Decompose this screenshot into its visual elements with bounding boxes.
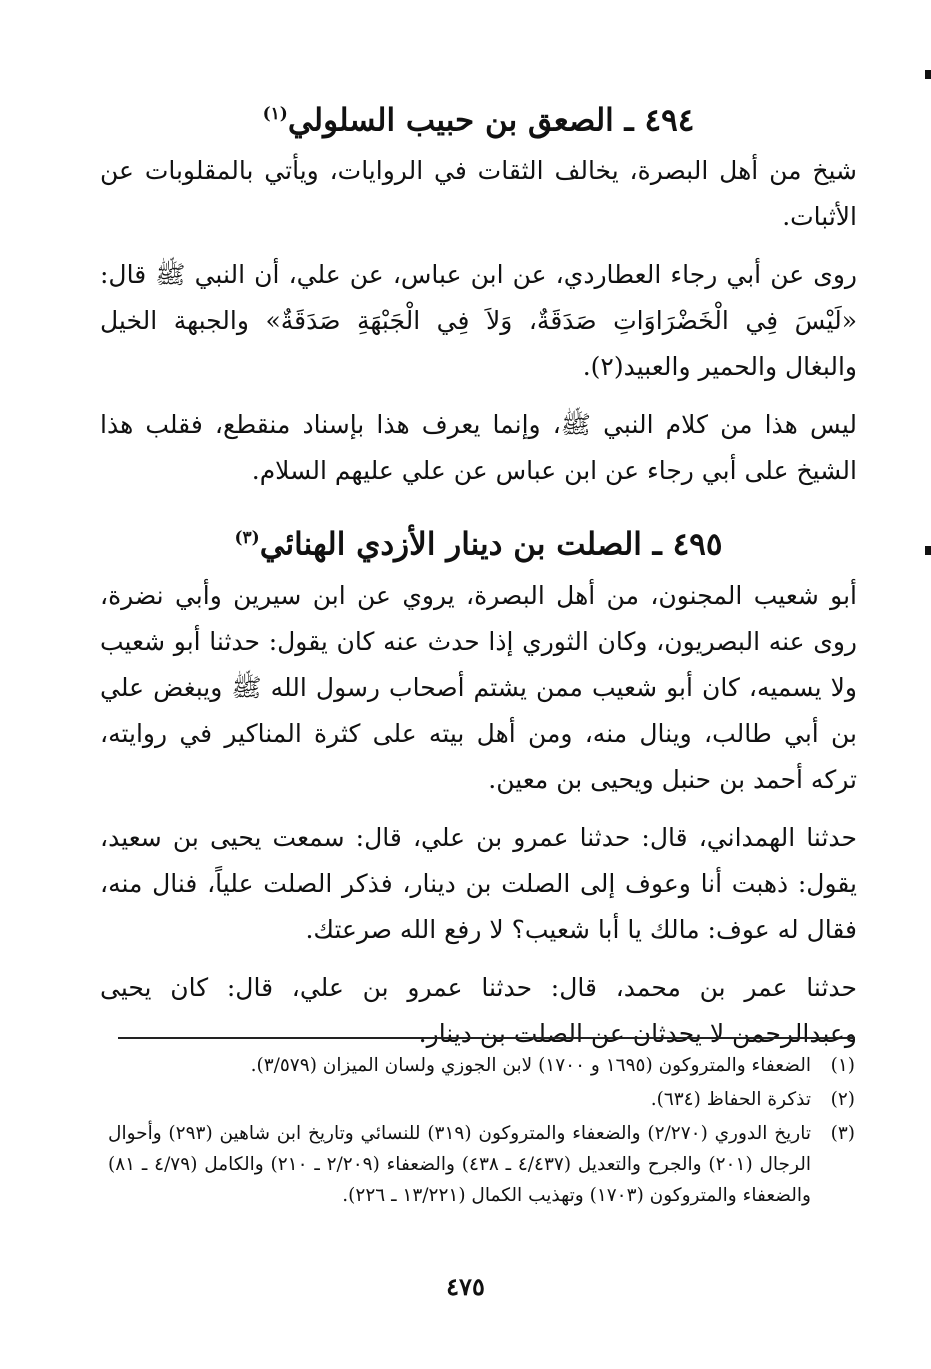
entry-paragraph: حدثنا الهمداني، قال: حدثنا عمرو بن علي، قال: سمعت يحيى بن سعيد، يقول: ذهبت أنا وعوف إلى الصلت بن دينار، فذكر الصلت علياً، فنال منه، فقال له عوف: مالك يا أبا شعيب؟ لا رفع الله صرعتك.: [100, 822, 857, 944]
entry-paragraph: روى عن أبي رجاء العطاردي، عن ابن عباس، عن علي، أن النبي ﷺ قال: «لَيْسَ فِي الْخَضْرَاوَاتِ صَدَقَةٌ، وَلاَ فِي الْجَبْهَةِ صَدَقَةٌ» والجبهة الخيل والبغال والحمير والعبيد(٢).: [100, 260, 857, 382]
footnote-text: تاريخ الدوري (٢/٢٧٠) والضعفاء والمتروكون (٣١٩) للنسائي وتاريخ ابن شاهين (٢٩٣) وأحوال الرجال (٢٠١) والجرح والتعديل (٤/٤٣٧ ـ ٤٣٨) والضعفاء (٢/٢٠٩ ـ ٢١٠) والكامل (٤/٧٩ ـ ٨١) والضعفاء والمتروكون (١٧٠٣) وتهذيب الكمال (١٣/٢٢١ ـ ٢٢٦).: [108, 1123, 812, 1206]
footnote-number: (٢): [830, 1089, 855, 1110]
margin-mark: [925, 70, 931, 79]
footnote: [108, 1084, 855, 1115]
entry-title-text: ٤٩٤ ـ الصعق بن حبيب السلولي: [287, 102, 695, 139]
footnote-reference: (٣): [234, 528, 260, 549]
entry-paragraph: شيخ من أهل البصرة، يخالف الثقات في الروايات، ويأتي بالمقلوبات عن الأثبات.: [100, 156, 857, 232]
footnote-reference: (١): [262, 104, 288, 124]
footnotes: [108, 1050, 855, 1214]
entry-paragraph: ليس هذا من كلام النبي ﷺ، وإنما يعرف هذا بإسناد منقطع، فقلب هذا الشيخ على أبي رجاء عن ابن عباس عن علي عليهم السلام.: [100, 410, 857, 486]
footnote-number: (٣): [830, 1123, 855, 1144]
footnote-text: الضعفاء والمتروكون (١٦٩٥ و ١٧٠٠) لابن الجوزي ولسان الميزان (٣/٥٧٩).: [250, 1055, 811, 1076]
page-body: [100, 92, 857, 1069]
entry-title-text: ٤٩٥ ـ الصلت بن دينار الأزدي الهنائي: [259, 526, 723, 563]
entry-title: [100, 92, 857, 142]
entry-494: [100, 92, 857, 494]
footnote-text: تذكرة الحفاظ (٦٣٤).: [650, 1089, 811, 1110]
footnote-number: (١): [830, 1055, 855, 1076]
page-number: ٤٧٥: [446, 1272, 485, 1301]
entry-paragraph: حدثنا عمر بن محمد، قال: حدثنا عمرو بن علي، قال: كان يحيى وعبدالرحمن لا يحدثان عن الصلت بن دينار.: [100, 972, 857, 1048]
entry-495: [100, 516, 857, 1056]
footnote-divider: [118, 1037, 855, 1039]
margin-mark: [925, 546, 931, 555]
footnote: [108, 1118, 855, 1211]
footnote: [108, 1050, 855, 1081]
entry-paragraph: أبو شعيب المجنون، من أهل البصرة، يروي عن ابن سيرين وأبي نضرة، روى عنه البصريون، وكان الثوري إذا حدث عنه كان يقول: حدثنا أبو شعيب ولا يسميه، كان أبو شعيب ممن يشتم أصحاب رسول الله ﷺ ويبغض علي بن أبي طالب، وينال منه، ومن أهل بيته على كثرة المناكير في روايته، تركه أحمد بن حنبل ويحيى بن معين.: [100, 580, 857, 794]
entry-title: [100, 516, 857, 566]
